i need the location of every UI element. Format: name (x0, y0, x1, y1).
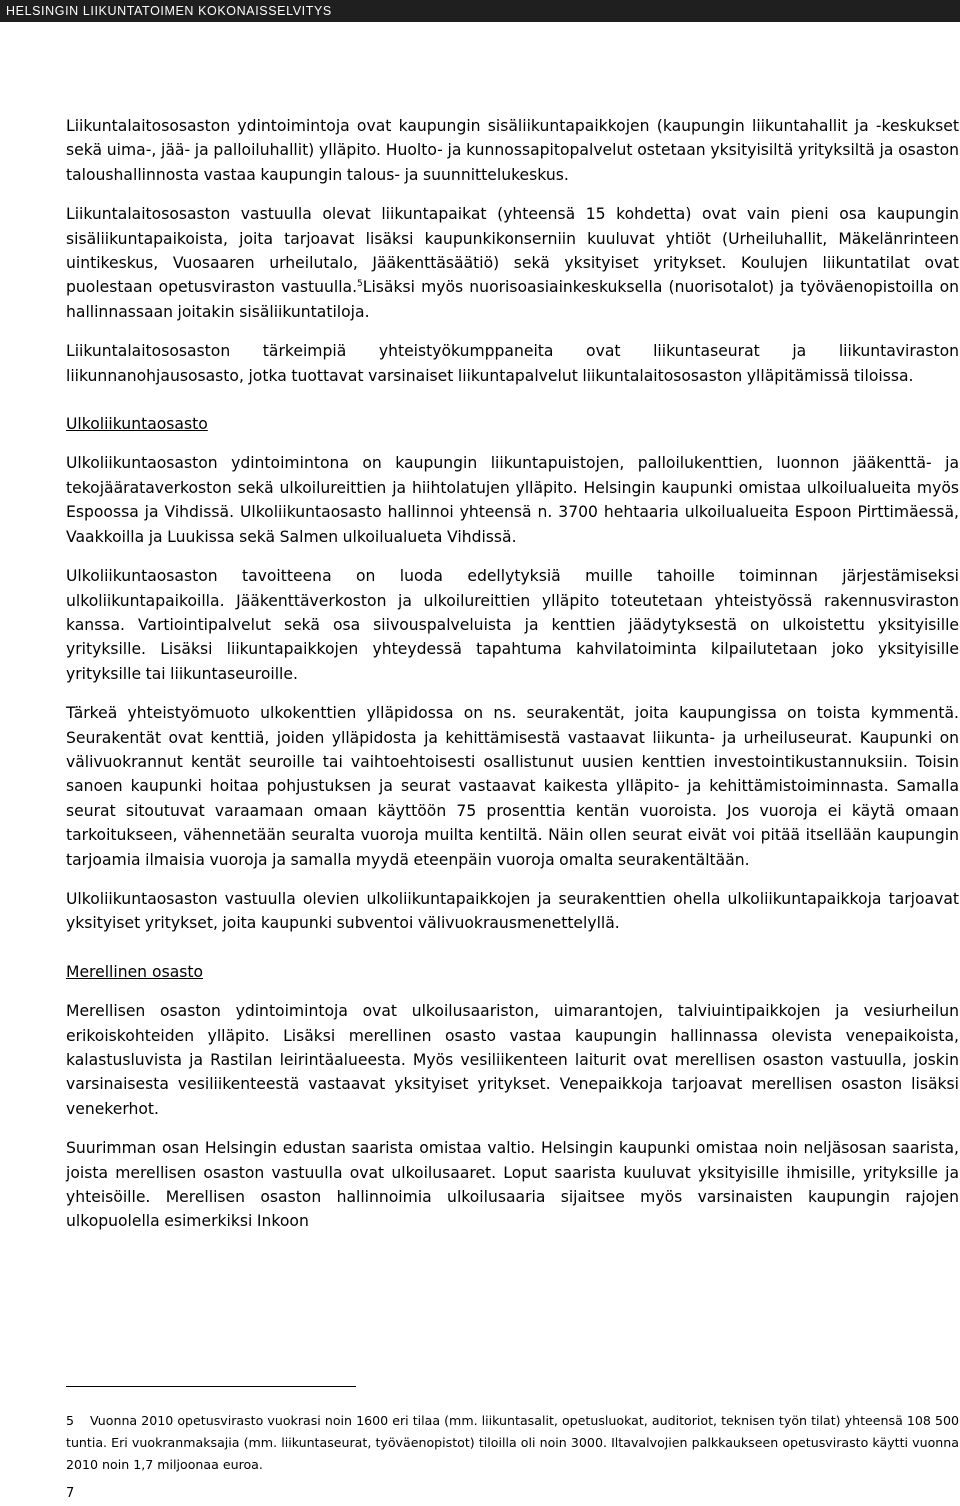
footnote (66, 1410, 959, 1476)
paragraph: Suurimman osan Helsingin edustan saarista omistaa valtio. Helsingin kaupunki omistaa noin neljäsosan saarista, joista merellisen osaston vastuulla ovat ulkoilusaaret. Loput saarista kuuluvat yksityisille ihmisille, yrityksille ja yhteisöille. Merellisen osaston hallinnoimia ulkoilusaaria sijaitsee myös varsinaisten kaupungin rajojen ulkopuolella esimerkiksi Inkoon (66, 1139, 959, 1231)
paragraph-part: Lisäksi myös nuorisoasiainkeskuksella (nuorisotalot) ja työväenopistoilla on hallinnassaan joitakin sisäliikuntatiloja. (66, 278, 959, 321)
paragraph: Ulkoliikuntaosaston tavoitteena on luoda edellytyksiä muille tahoille toiminnan järjestämiseksi ulkoliikuntapaikoilla. Jääkenttäverkoston ja ulkoilureittien ylläpito toteutetaan yhteistyössä rakennusviraston kanssa. Vartiointipalvelut sekä osa siivouspalveluista ja kenttien jäädytyksestä on ulkoistettu yksityisille yrityksille. Lisäksi liikuntapaikkojen yhteydessä tapahtuma kahvilatoiminta kilpailutetaan joko yksityisille yrityksille tai liikuntaseuroille. (66, 567, 959, 683)
paragraph: Merellisen osaston ydintoimintoja ovat ulkoilusaariston, uimarantojen, talviuintipaikkojen ja vesiurheilun erikoiskohteiden ylläpito. Lisäksi merellinen osasto vastaa kaupungin hallinnassa olevista venepaikoista, kalastusluvista ja Rastilan leirintäalueesta. Myös vesiliikenteen laiturit ovat merellisen osaston vastuulla, joskin varsinaisesta vesiliikenteestä vastaavat yksityiset yritykset. Venepaikkoja tarjoavat merellisen osaston lisäksi venekerhot. (66, 1002, 959, 1118)
footnote-separator (66, 1386, 356, 1387)
paragraph: Tärkeä yhteistyömuoto ulkokenttien ylläpidossa on ns. seurakentät, joita kaupungissa on toista kymmentä. Seurakentät ovat kenttiä, joiden ylläpidosta ja kehittämisestä vastaavat liikunta- ja urheiluseurat. Kaupunki on välivuokrannut kentät seuroille tai vaihtoehtoisesti osallistunut uusien kenttien investointikustannuksiin. Toisin sanoen kaupunki hoitaa pohjustuksen ja seurat vastaavat kaikesta ylläpito- ja kehittämistoiminnasta. Samalla seurat sitoutuvat varaamaan omaan käyttöön 75 prosenttia kentän vuoroista. Jos vuoroja ei käytä omaan tarkoitukseen, vähennetään seuralta vuoroja muilta kentiltä. Näin ollen seurat eivät voi pitää itsellään kaupungin tarjoamia ilmaisia vuoroja ja samalla myydä eteenpäin vuoroja omalta seurakentältään. (66, 704, 959, 869)
paragraph-part: Liikuntalaitososaston vastuulla olevat liikuntapaikat (yhteensä 15 kohdetta) ovat vain pieni osa kaupungin sisäliikuntapaikoista, joita tarjoavat lisäksi kaupunkikonserniin kuuluvat yhtiöt (Urheiluhallit, Mäkelänrinteen uintikeskus, Vuosaaren urheilutalo, Jääkenttäsäätiö) sekä yksityiset yritykset. Koulujen liikuntatilat ovat puolestaan opetusviraston vastuulla. (66, 205, 959, 297)
page-number: 7 (66, 1486, 75, 1501)
paragraph (66, 202, 959, 324)
paragraph: Liikuntalaitososaston tärkeimpiä yhteistyökumppaneita ovat liikuntaseurat ja liikuntaviraston liikunnanohjausosasto, jotka tuottavat varsinaiset liikuntapalvelut liikuntalaitososaston ylläpitämissä tiloissa. (66, 342, 959, 385)
document-header: HELSINGIN LIIKUNTATOIMEN KOKONAISSELVITYS (0, 0, 960, 22)
paragraph: Ulkoliikuntaosaston vastuulla olevien ulkoliikuntapaikkojen ja seurakenttien ohella ulkoliikuntapaikkoja tarjoavat yksityiset yritykset, joita kaupunki subventoi välivuokrausmenettelyllä. (66, 889, 959, 933)
paragraph: Liikuntalaitososaston ydintoimintoja ovat kaupungin sisäliikuntapaikkojen (kaupungin liikuntahallit ja -keskukset sekä uima-, jää- ja palloiluhallit) ylläpito. Huolto- ja kunnossapitopalvelut ostetaan yksityisiltä yrityksiltä ja osaston taloushallinnosta vastaa kaupungin talous- ja suunnittelukeskus. (66, 117, 959, 184)
section-heading-merellinen: Merellinen osasto (66, 962, 204, 981)
footnote-marker: 5 (66, 1413, 75, 1428)
footnote-reference[interactable]: 5 (357, 279, 363, 290)
footnote-text: Vuonna 2010 opetusvirasto vuokrasi noin 1600 eri tilaa (mm. liikuntasalit, opetusluokat, auditoriot, teknisen työn tilat) yhteensä 108 500 tuntia. Eri vuokranmaksajia (mm. liikuntaseurat, työväenopistot) tiloilla oli noin 3000. Iltavalvojien palkkaukseen opetusvirasto käytti vuonna 2010 noin 1,7 miljoonaa euroa. (66, 1413, 959, 1472)
paragraph: Ulkoliikuntaosaston ydintoimintona on kaupungin liikuntapuistojen, palloilukenttien, luonnon jääkenttä- ja tekojäärataverkoston sekä ulkoilureittien ja hiihtolatujen ylläpito. Helsingin kaupunki omistaa ulkoilualueita myös Espoossa ja Vihdissä. Ulkoliikuntaosasto hallinnoi yhteensä n. 3700 hehtaaria ulkoilualueita Espoon Pirttimäessä, Vaakkoilla ja Luukissa sekä Salmen ulkoilualueta Vihdissä. (66, 454, 959, 546)
section-heading-ulkoliikunta: Ulkoliikuntaosasto (66, 415, 208, 434)
body-text (66, 114, 959, 1234)
